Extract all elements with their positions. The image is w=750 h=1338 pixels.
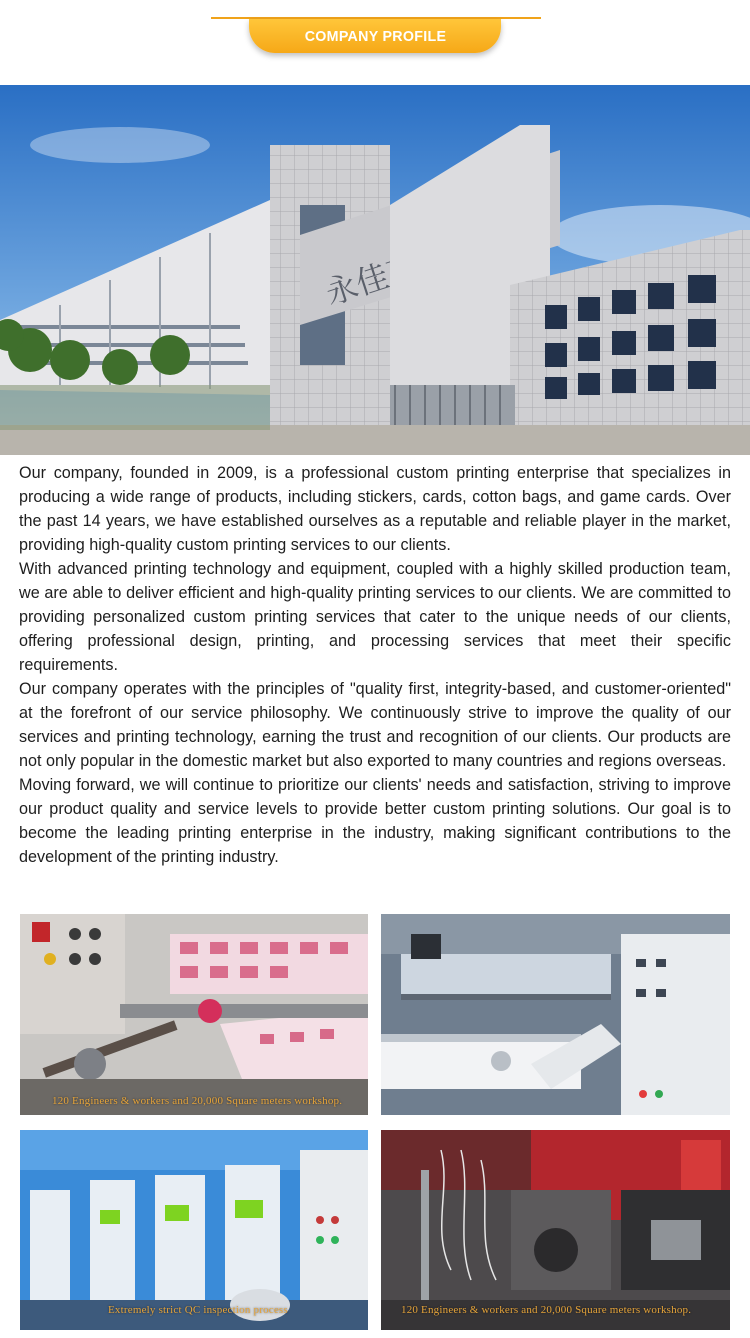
profile-paragraph: Moving forward, we will continue to prioritize our clients' needs and satisfaction, striving to improve our product quality and service levels to provide better custom printing solutions. Our goal is to become the leading printing enterprise in the industry, making significant contributions to the development of the printing industry.	[19, 776, 731, 866]
profile-paragraph: Our company operates with the principles of "quality first, integrity-based, and customer-oriented" at the forefront of our service philosophy. We continuously strive to improve the quality of our services and printing technology, earning the trust and recognition of our clients. Our products are not only popular in the domestic market but also exported to many countries and regions overseas.	[19, 680, 731, 770]
film-laminating-machine-photo	[381, 914, 730, 1115]
bag-making-machine-photo	[381, 1130, 730, 1330]
printing-press-labels-photo	[20, 914, 368, 1115]
profile-paragraph: Our company, founded in 2009, is a professional custom printing enterprise that specializes in producing a wide range of products, including stickers, cards, cotton bags, and game cards. Over the past 14 years, we have established ourselves as a reputable and reliable player in the market, providing high-quality custom printing services to our clients.	[19, 464, 731, 554]
qc-inspection-line-photo	[20, 1130, 368, 1330]
header-tab	[249, 19, 501, 53]
photo-caption: Extremely strict QC inspection process	[108, 1304, 288, 1316]
section-header	[0, 0, 750, 85]
photo-caption: 120 Engineers & workers and 20,000 Square meters workshop.	[401, 1304, 692, 1316]
photo-caption: 120 Engineers & workers and 20,000 Square meters workshop.	[52, 1095, 343, 1107]
profile-paragraph: With advanced printing technology and equipment, coupled with a highly skilled production team, we are able to deliver efficient and high-quality printing services to our clients. We are committed to providing personalized custom printing services that cater to the unique needs of our clients, offering professional design, printing, and processing services that meet their specific requirements.	[19, 560, 731, 674]
company-profile-text	[19, 461, 731, 869]
section-title: COMPANY PROFILE	[304, 27, 446, 45]
company-building-photo	[0, 85, 750, 455]
